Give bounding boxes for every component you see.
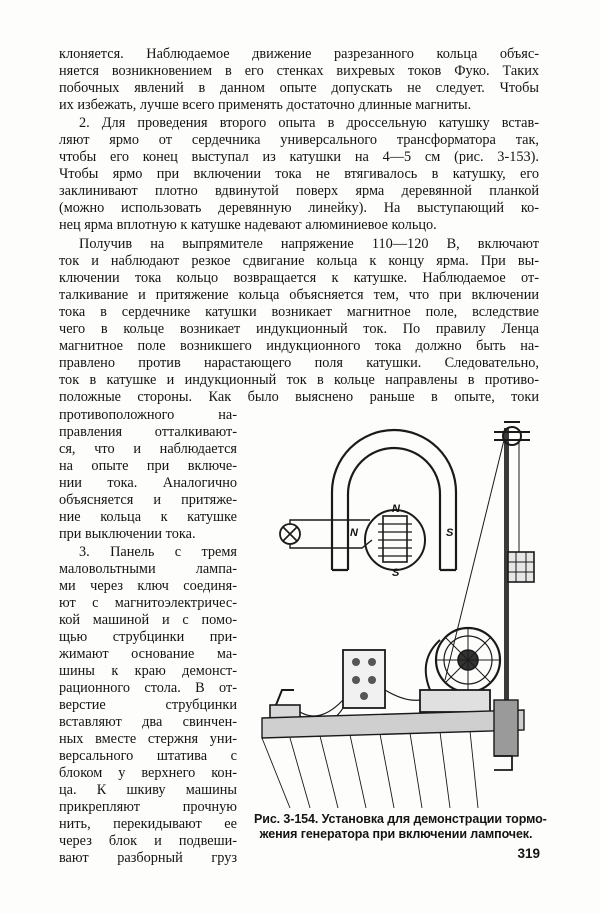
text-line: объясняется и притяже- [59, 492, 237, 508]
figure-caption-line: жения генератора при включении лампочек. [259, 827, 533, 841]
text-line: ток в катушке и индукционный ток в кольце направлены в противо- [59, 372, 539, 388]
figure-generator-setup [252, 398, 548, 808]
text-line: ся, что и наблюдается [59, 441, 237, 457]
text-line: заклинивают плотно вдвинутой поверх ярма деревянной планкой [59, 183, 539, 199]
text-line: жимают основание ма- [59, 646, 237, 662]
text-line: ца. К шкиву машины [59, 782, 237, 798]
text-line: тока в сердечнике катушки возникает магнитное поле, вследствие [59, 304, 539, 320]
magnet-schematic [300, 430, 456, 570]
text-line: чего в кольце возникает индукционный ток. По правилу Ленца [59, 321, 539, 337]
label-s-coil: S [392, 567, 400, 579]
wire [300, 520, 372, 548]
text-line: побочных явлений в данном опыте допускать не следует. Чтобы [59, 80, 539, 96]
text-line: магнитное поле возникшего индукционного тока должно быть на- [59, 338, 539, 354]
text-line: чтобы его конец выступал из катушки на 4—5 см (рис. 3-153). [59, 149, 539, 165]
text-line: вают разборный груз [59, 850, 237, 866]
coil-core [383, 516, 407, 562]
lamp-cross [283, 527, 297, 541]
label-n-left: N [350, 527, 358, 539]
text-line: вставляют два свинчен- [59, 714, 237, 730]
text-line: версального штатива с [59, 748, 237, 764]
text-line: Чтобы ярмо при включении тока не втягивалось в катушку, его [59, 166, 539, 182]
demo-table [262, 700, 524, 808]
text-line: Получив на выпрямителе напряжение 110—120 В, включают [79, 236, 539, 252]
text-line: ние кольца к катушке [59, 509, 237, 525]
text-line: на опыте при включе- [59, 458, 237, 474]
text-line: талкивание и притяжение кольца объясняется тем, что при включении [59, 287, 539, 303]
text-line: ют с магнитоэлектричес- [59, 595, 237, 611]
figure-caption-line: Рис. 3-154. Установка для демонстрации тормо- [254, 812, 547, 826]
text-line: (можно использовать деревянную линейку). На выступающий ко- [59, 200, 539, 216]
label-n-coil: N [392, 503, 400, 515]
text-line: ми через ключ соединя- [59, 578, 237, 594]
text-line: блоком у верхнего кон- [59, 765, 237, 781]
text-line: правления отталкивают- [59, 424, 237, 440]
text-line: клоняется. Наблюдаемое движение разрезанного кольца объяс- [59, 46, 539, 62]
lamp-bulb [368, 676, 376, 684]
label-s-right: S [446, 527, 454, 539]
text-line: щью струбцинки при- [59, 629, 237, 645]
magneto-generator [420, 628, 500, 712]
lamp-bulb [360, 692, 368, 700]
pulley-clamp [494, 422, 530, 440]
hanging-weight [508, 552, 534, 582]
text-line: положные стороны. Как было выяснено раньше в опыте, токи [59, 389, 539, 405]
text-line: при выключении тока. [59, 526, 196, 542]
lamp-bulb [368, 658, 376, 666]
text-line: их избежать, лучше всего применять достаточно длинные магниты. [59, 97, 472, 113]
text-line: 2. Для проведения второго опыта в дроссельную катушку встав- [79, 115, 539, 131]
text-line: ных вместе стержня уни- [59, 731, 237, 747]
lamp-bulb [352, 658, 360, 666]
text-line: ток и наблюдают резкое сдвигание кольца к концу ярма. При вы- [59, 253, 539, 269]
text-line: шины к краю демонст- [59, 663, 237, 679]
text-line: противоположного на- [59, 407, 237, 423]
text-line: кой машиной и с помо- [59, 612, 237, 628]
text-line: нец ярма вплотную к катушке надевают алюминиевое кольцо. [59, 217, 437, 233]
text-line: прикрепляют прочную [59, 799, 237, 815]
text-line: ключении тока кольцо возвращается к катушке. Наблюдаемое от- [59, 270, 539, 286]
text-line: 3. Панель с тремя [79, 544, 237, 560]
page-number: 319 [517, 846, 540, 861]
text-line: нии тока. Аналогично [59, 475, 237, 491]
text-line: верстие струбцинки [59, 697, 237, 713]
text-line: через блок и подвеши- [59, 833, 237, 849]
text-line: ляют ярмо от сердечника универсального трансформатора так, [59, 132, 539, 148]
lamp-bulb [352, 676, 360, 684]
text-line: маловольтными лампа- [59, 561, 237, 577]
text-line: няется возникновением в его стенках вихревых токов Фуко. Таких [59, 63, 539, 79]
text-line: правлено против нарастающего поля катушки. Следовательно, [59, 355, 539, 371]
text-line: рационного стола. В от- [59, 680, 237, 696]
switch-key [270, 690, 300, 719]
text-line: нить, перекидывают ее [59, 816, 237, 832]
